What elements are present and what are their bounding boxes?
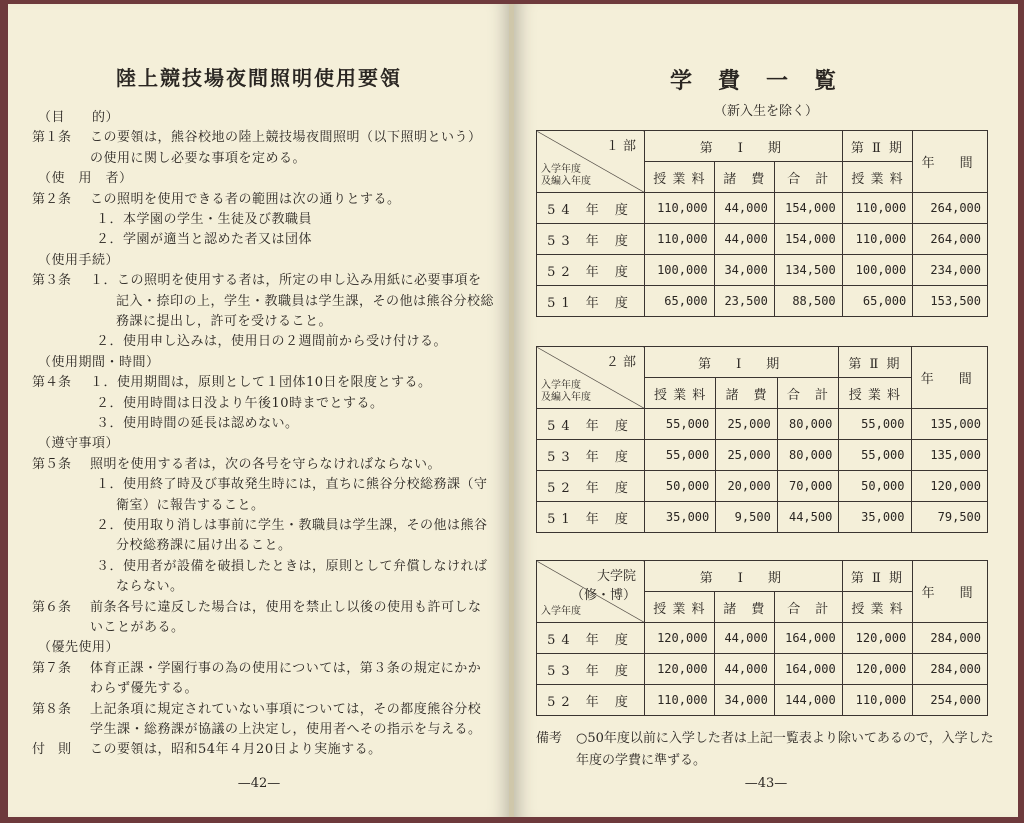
fee-list-title: 学費一覧 xyxy=(669,69,862,94)
amount-cell: 35,000 xyxy=(645,502,716,533)
article-label: 第６条 xyxy=(32,599,72,615)
article-label: 第１条 xyxy=(32,130,72,146)
table-row xyxy=(537,623,988,654)
amount-cell: 70,000 xyxy=(777,471,839,502)
amount-cell: 9,500 xyxy=(716,502,778,533)
annual-header: 年 間 xyxy=(913,131,988,193)
amount-cell: 65,000 xyxy=(842,286,913,317)
column-header: 授 業 料 xyxy=(645,378,716,409)
amount-cell: 44,000 xyxy=(714,654,774,685)
table-row xyxy=(537,685,988,716)
year-cell: 51 年 度 xyxy=(537,286,645,317)
amount-cell: 284,000 xyxy=(913,623,988,654)
division-label: ２ 部 xyxy=(605,355,636,370)
period-1-header: 第 Ⅰ 期 xyxy=(645,347,839,378)
article-text: ２．使用申し込みは，使用日の２週間前から受け付ける。 xyxy=(96,334,448,350)
column-header: 合 計 xyxy=(774,162,842,193)
amount-cell: 110,000 xyxy=(842,685,913,716)
column-header: 諸 費 xyxy=(714,592,774,623)
amount-cell: 44,500 xyxy=(777,502,839,533)
amount-cell: 110,000 xyxy=(645,224,715,255)
article-text: １．この照明を使用する者は，所定の申し込み用紙に必要事項を xyxy=(90,273,482,289)
article-text: 上記条項に規定されていない事項については，その都度熊谷分校 xyxy=(90,701,482,717)
amount-cell: 135,000 xyxy=(911,409,987,440)
fee-list-subtitle: （新入生を除く） xyxy=(713,104,818,119)
amount-cell: 80,000 xyxy=(777,409,839,440)
period-2-header: 第 Ⅱ 期 xyxy=(839,347,911,378)
amount-cell: 79,500 xyxy=(911,502,987,533)
left-page xyxy=(8,4,510,817)
annual-header: 年 間 xyxy=(911,347,987,409)
article-label: 第４条 xyxy=(32,375,72,391)
fee-table xyxy=(536,130,988,317)
amount-cell: 55,000 xyxy=(645,440,716,471)
article-text: ならない。 xyxy=(116,579,184,595)
year-cell: 51 年 度 xyxy=(537,502,645,533)
column-header: 諸 費 xyxy=(716,378,778,409)
period-1-header: 第 Ⅰ 期 xyxy=(645,561,843,592)
year-cell: 54 年 度 xyxy=(537,409,645,440)
amount-cell: 254,000 xyxy=(913,685,988,716)
table-row xyxy=(537,224,988,255)
amount-cell: 80,000 xyxy=(777,440,839,471)
amount-cell: 120,000 xyxy=(645,623,715,654)
page-title: 陸上競技場夜間照明使用要領 xyxy=(116,66,402,90)
period-1-header: 第 Ⅰ 期 xyxy=(645,131,843,162)
amount-cell: 44,000 xyxy=(714,193,774,224)
article-text: （遵守事項） xyxy=(38,436,120,452)
division-label: 大学院 （修・博） xyxy=(570,569,636,603)
period-2-header: 第 Ⅱ 期 xyxy=(842,561,913,592)
amount-cell: 110,000 xyxy=(645,685,715,716)
amount-cell: 144,000 xyxy=(774,685,842,716)
article-label: 第７条 xyxy=(32,660,72,676)
article-label: 第５条 xyxy=(32,456,72,472)
amount-cell: 100,000 xyxy=(842,255,913,286)
amount-cell: 35,000 xyxy=(839,502,911,533)
fee-table xyxy=(536,560,988,716)
amount-cell: 120,000 xyxy=(842,623,913,654)
amount-cell: 264,000 xyxy=(913,224,988,255)
amount-cell: 20,000 xyxy=(716,471,778,502)
amount-cell: 44,000 xyxy=(714,224,774,255)
fee-table xyxy=(536,346,988,533)
article-text: の使用に関し必要な事項を定める。 xyxy=(90,150,307,166)
amount-cell: 110,000 xyxy=(645,193,715,224)
article-text: この照明を使用できる者の範囲は次の通りとする。 xyxy=(90,191,401,207)
article-label: 付 則 xyxy=(32,742,72,758)
amount-cell: 264,000 xyxy=(913,193,988,224)
year-cell: 53 年 度 xyxy=(537,654,645,685)
amount-cell: 135,000 xyxy=(911,440,987,471)
amount-cell: 34,000 xyxy=(714,685,774,716)
amount-cell: 23,500 xyxy=(714,286,774,317)
year-cell: 52 年 度 xyxy=(537,471,645,502)
year-cell: 52 年 度 xyxy=(537,255,645,286)
article-text: （目 的） xyxy=(38,110,120,125)
entry-year-label: 入学年度 及編入年度 xyxy=(541,164,591,187)
article-text: １．使用終了時及び事故発生時には，直ちに熊谷分校総務課（守 xyxy=(96,477,488,493)
amount-cell: 110,000 xyxy=(842,224,913,255)
entry-year-label: 入学年度 及編入年度 xyxy=(541,380,591,403)
amount-cell: 55,000 xyxy=(839,440,911,471)
amount-cell: 50,000 xyxy=(645,471,716,502)
amount-cell: 134,500 xyxy=(774,255,842,286)
column-header: 合 計 xyxy=(774,592,842,623)
amount-cell: 55,000 xyxy=(839,409,911,440)
article-text: （使 用 者） xyxy=(38,171,133,187)
page-number: —42— xyxy=(237,776,281,791)
table-corner-header xyxy=(537,131,645,193)
article-text: わらず優先する。 xyxy=(90,681,199,697)
amount-cell: 284,000 xyxy=(913,654,988,685)
column-header: 合 計 xyxy=(777,378,839,409)
article-text: この要領は，熊谷校地の陸上競技場夜間照明（以下照明という） xyxy=(90,130,482,146)
amount-cell: 164,000 xyxy=(774,654,842,685)
amount-cell: 234,000 xyxy=(913,255,988,286)
table-row xyxy=(537,654,988,685)
remarks-label: 備考 xyxy=(536,731,563,746)
year-cell: 53 年 度 xyxy=(537,440,645,471)
article-text: ２．使用時間は日没より午後10時までとする。 xyxy=(96,395,384,411)
article-text: （使用期間・時間） xyxy=(38,354,160,370)
article-text: 分校総務課に届け出ること。 xyxy=(116,538,292,554)
article-label: 第２条 xyxy=(32,191,72,207)
article-text: ２．使用取り消しは事前に学生・教職員は学生課，その他は熊谷 xyxy=(96,518,488,533)
column-header: 授 業 料 xyxy=(842,162,913,193)
article-text: ２．学園が適当と認めた者又は団体 xyxy=(96,232,313,248)
column-header: 授 業 料 xyxy=(645,592,715,623)
article-text: １．使用期間は，原則として１団体10日を限度とする。 xyxy=(90,375,432,391)
article-text: １．本学園の学生・生徒及び教職員 xyxy=(96,212,313,227)
article-text: 照明を使用する者は，次の各号を守らなければならない。 xyxy=(90,456,442,472)
column-header: 諸 費 xyxy=(714,162,774,193)
article-text: ３．使用者が設備を破損したときは，原則として弁償しなければ xyxy=(96,558,488,574)
table-row xyxy=(537,255,988,286)
column-header: 授 業 料 xyxy=(839,378,911,409)
year-cell: 54 年 度 xyxy=(537,623,645,654)
amount-cell: 154,000 xyxy=(774,193,842,224)
article-text: 記入・捺印の上，学生・教職員は学生課，その他は熊谷分校総 xyxy=(116,293,495,309)
amount-cell: 120,000 xyxy=(842,654,913,685)
article-text: ３．使用時間の延長は認めない。 xyxy=(96,416,299,431)
amount-cell: 50,000 xyxy=(839,471,911,502)
period-2-header: 第 Ⅱ 期 xyxy=(842,131,913,162)
article-text: 務課に提出し，許可を受けること。 xyxy=(116,314,333,329)
amount-cell: 88,500 xyxy=(774,286,842,317)
article-text: いことがある。 xyxy=(90,620,185,635)
year-cell: 53 年 度 xyxy=(537,224,645,255)
table-row xyxy=(537,471,988,502)
page-number: —43— xyxy=(744,776,788,791)
article-text: この要領は，昭和54年４月20日より実施する。 xyxy=(90,742,382,758)
article-text: 前条各号に違反した場合は，使用を禁止し以後の使用も許可しな xyxy=(90,599,482,615)
annual-header: 年 間 xyxy=(913,561,988,623)
table-corner-header xyxy=(537,347,645,409)
amount-cell: 120,000 xyxy=(645,654,715,685)
article-text: 学生課・総務課が協議の上決定し，使用者へその指示を与える。 xyxy=(90,722,482,737)
amount-cell: 154,000 xyxy=(774,224,842,255)
right-page xyxy=(514,4,1018,817)
entry-year-label: 入学年度 xyxy=(541,606,581,617)
article-text: 体育正課・学園行事の為の使用については，第３条の規定にかか xyxy=(90,660,482,676)
amount-cell: 25,000 xyxy=(716,409,778,440)
amount-cell: 55,000 xyxy=(645,409,716,440)
table-row xyxy=(537,440,988,471)
amount-cell: 110,000 xyxy=(842,193,913,224)
article-text: （使用手続） xyxy=(38,252,120,268)
article-label: 第８条 xyxy=(32,701,72,717)
table-row xyxy=(537,502,988,533)
column-header: 授 業 料 xyxy=(842,592,913,623)
division-label: １ 部 xyxy=(605,139,636,154)
article-label: 第３条 xyxy=(32,273,72,289)
amount-cell: 100,000 xyxy=(645,255,715,286)
amount-cell: 65,000 xyxy=(645,286,715,317)
amount-cell: 25,000 xyxy=(716,440,778,471)
year-cell: 52 年 度 xyxy=(537,685,645,716)
amount-cell: 153,500 xyxy=(913,286,988,317)
amount-cell: 120,000 xyxy=(911,471,987,502)
table-row xyxy=(537,286,988,317)
table-row xyxy=(537,193,988,224)
remarks-text: ○50年度以前に入学した者は上記一覧表より除いてあるので，入学した年度の学費に準ずる。 xyxy=(576,731,994,768)
article-text: 衛室）に報告すること。 xyxy=(116,497,265,513)
table-row xyxy=(537,409,988,440)
amount-cell: 34,000 xyxy=(714,255,774,286)
table-corner-header xyxy=(537,561,645,623)
amount-cell: 164,000 xyxy=(774,623,842,654)
amount-cell: 44,000 xyxy=(714,623,774,654)
year-cell: 54 年 度 xyxy=(537,193,645,224)
column-header: 授 業 料 xyxy=(645,162,715,193)
article-text: （優先使用） xyxy=(38,640,120,656)
